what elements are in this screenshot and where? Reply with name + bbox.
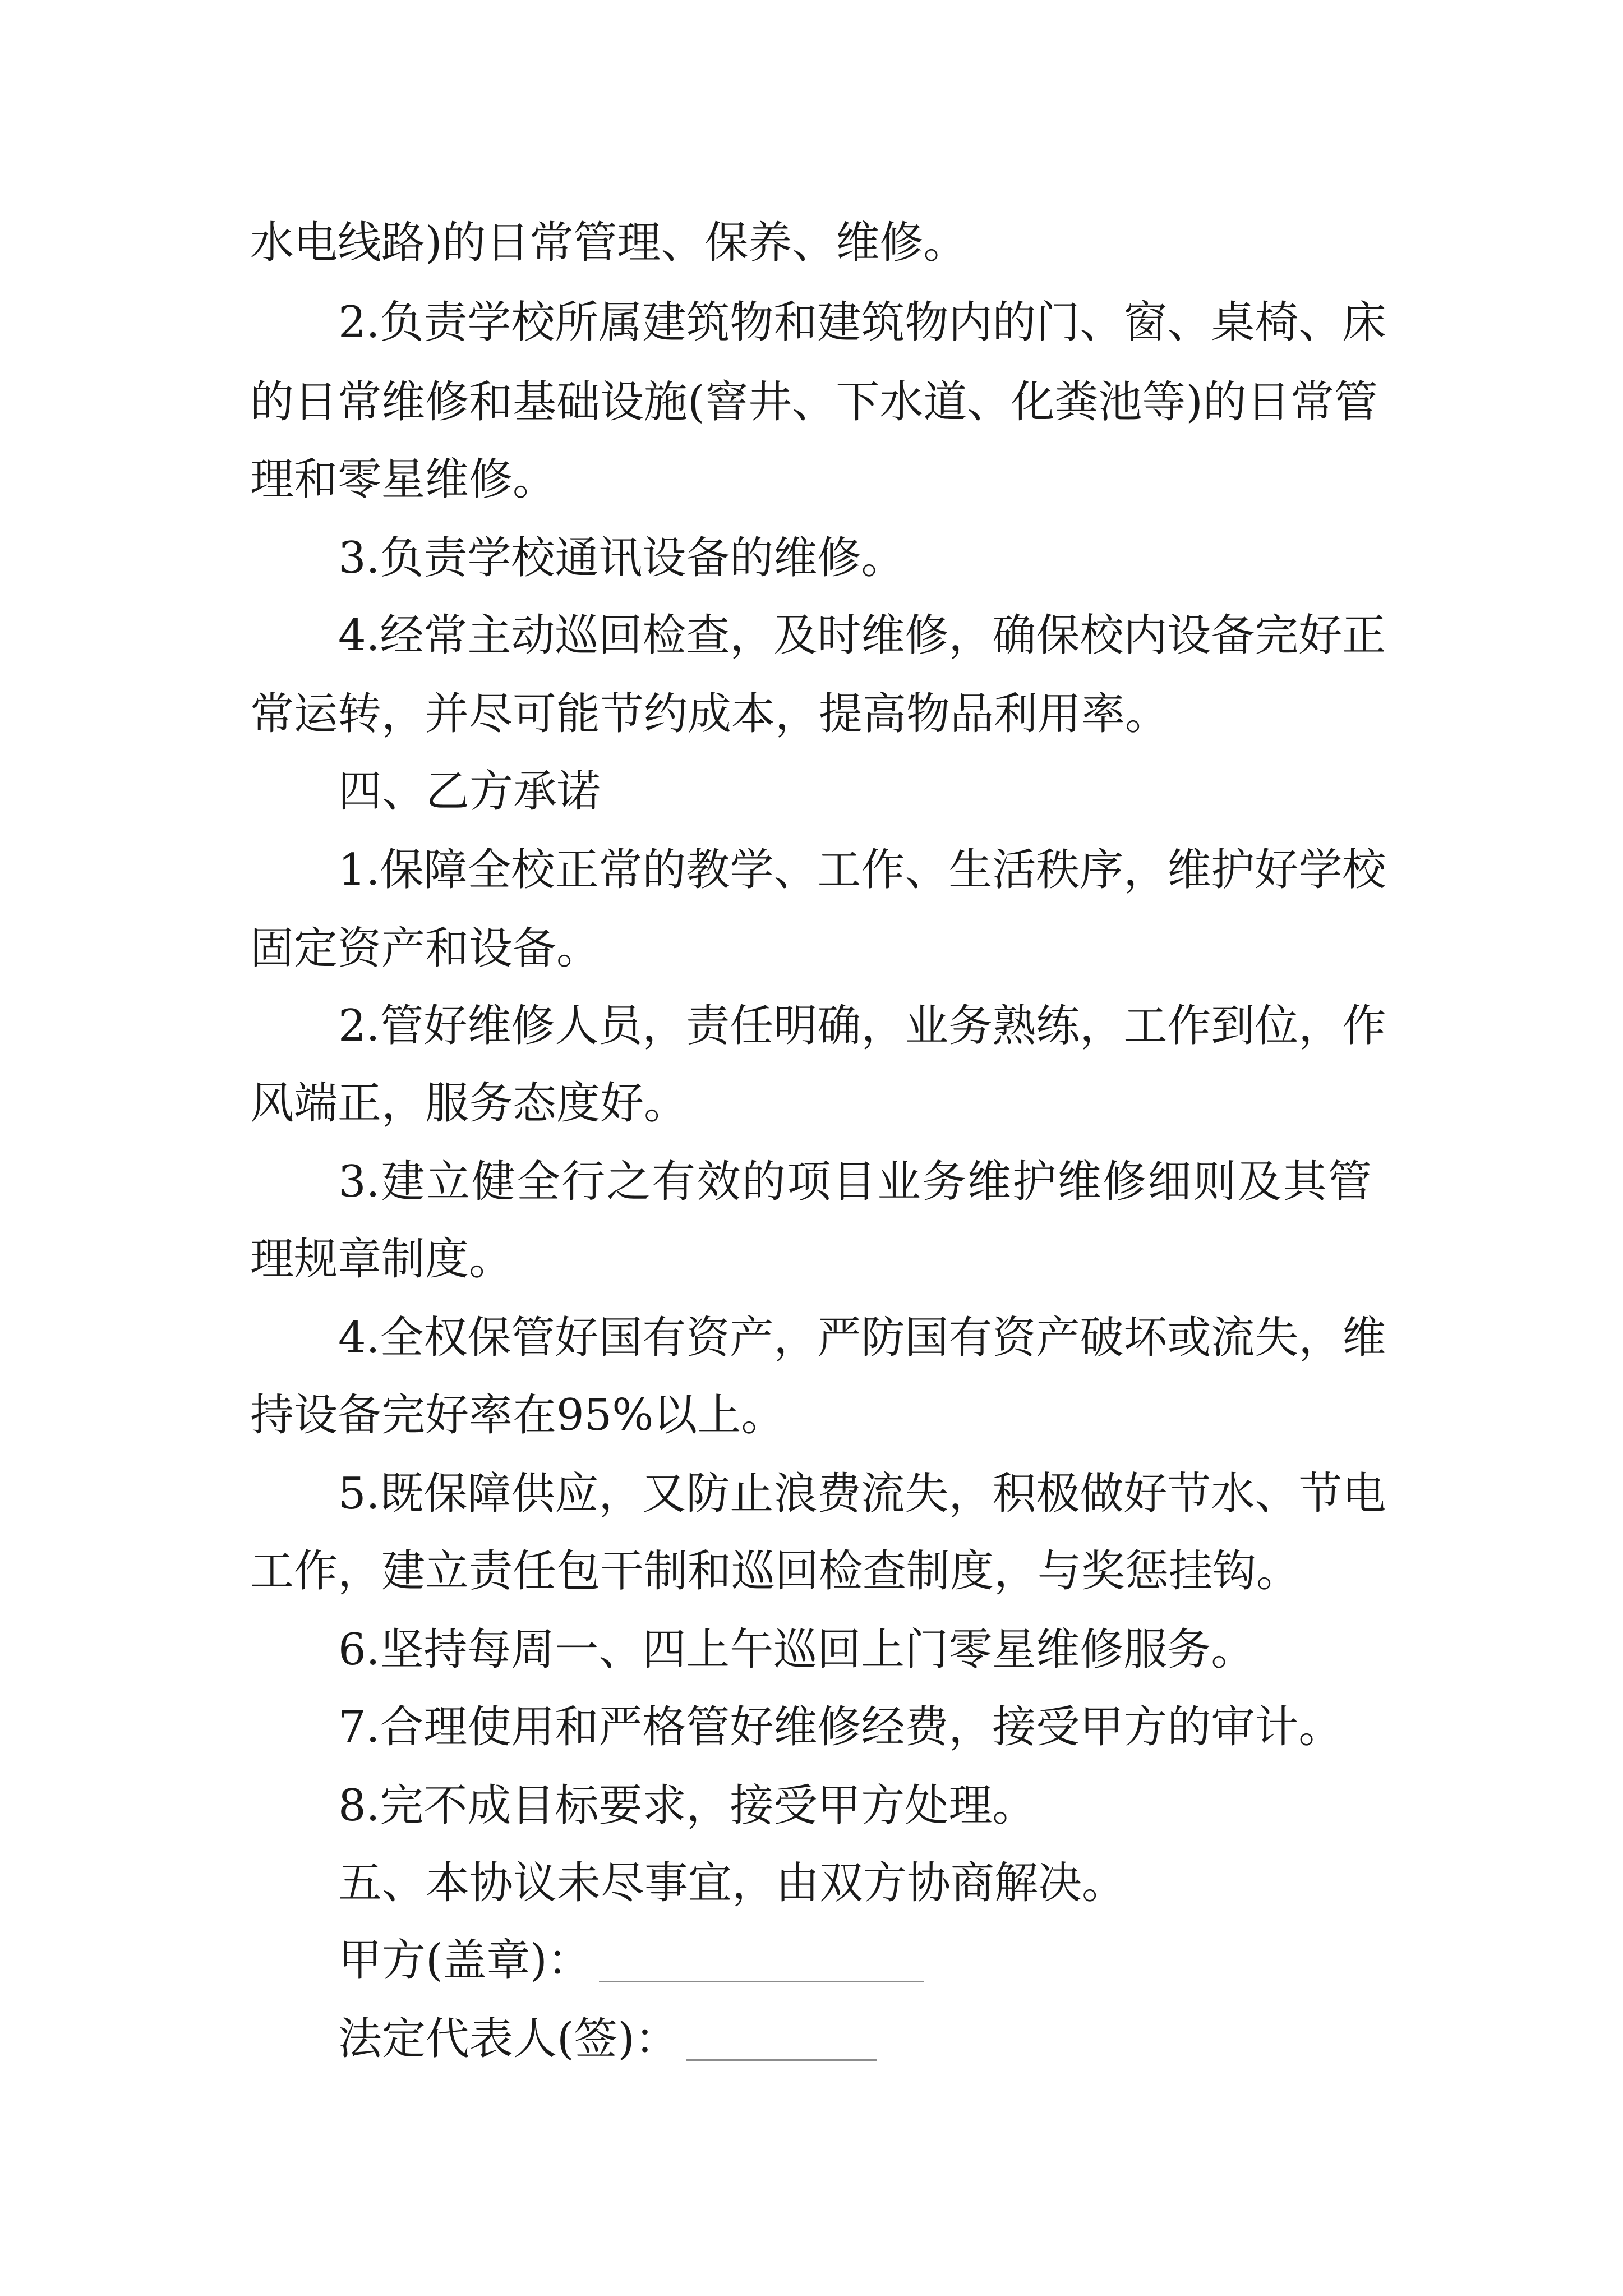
paragraph-line: 常运转，并尽可能节约成本，提高物品利用率。 bbox=[250, 689, 1169, 739]
section-heading: 五、本协议未尽事宜，由双方协商解决。 bbox=[338, 1858, 1126, 1908]
paragraph-line: 理规章制度。 bbox=[250, 1234, 513, 1285]
paragraph-line: 8.完不成目标要求，接受甲方处理。 bbox=[338, 1780, 1036, 1831]
paragraph-line: 4.经常主动巡回检查，及时维修，确保校内设备完好正 bbox=[338, 610, 1386, 661]
legal-rep-signature-row bbox=[338, 2008, 877, 2070]
paragraph-line: 2.管好维修人员，责任明确，业务熟练，工作到位，作 bbox=[338, 1001, 1386, 1051]
paragraph-line: 1.保障全校正常的教学、工作、生活秩序，维护好学校 bbox=[338, 845, 1386, 895]
paragraph-line: 的日常维修和基础设施(窨井、下水道、化粪池等)的日常管 bbox=[250, 377, 1378, 427]
paragraph-line: 固定资产和设备。 bbox=[250, 923, 601, 974]
paragraph-line: 持设备完好率在95%以上。 bbox=[250, 1390, 785, 1441]
paragraph-line: 理和零星维修。 bbox=[250, 454, 557, 505]
legal-rep-signature-blank[interactable] bbox=[686, 2020, 877, 2061]
paragraph-line: 3.建立健全行之有效的项目业务维护维修细则及其管 bbox=[338, 1157, 1372, 1207]
paragraph-line: 6.坚持每周一、四上午巡回上门零星维修服务。 bbox=[338, 1625, 1255, 1675]
legal-rep-label: 法定代表人(签)： bbox=[338, 2014, 679, 2064]
section-heading: 四、乙方承诺 bbox=[338, 766, 601, 817]
paragraph-line: 工作，建立责任包干制和巡回检查制度，与奖惩挂钩。 bbox=[250, 1546, 1301, 1596]
party-a-signature-row bbox=[338, 1930, 924, 1991]
paragraph-line: 5.既保障供应，又防止浪费流失，积极做好节水、节电 bbox=[338, 1469, 1386, 1519]
paragraph-line: 2.负责学校所属建筑物和建筑物内的门、窗、桌椅、床 bbox=[338, 297, 1386, 348]
paragraph-line: 7.合理使用和严格管好维修经费，接受甲方的审计。 bbox=[338, 1702, 1343, 1752]
paragraph-line: 4.全权保管好国有资产，严防国有资产破坏或流失，维 bbox=[338, 1313, 1386, 1363]
paragraph-line: 水电线路)的日常管理、保养、维修。 bbox=[250, 218, 967, 268]
paragraph-line: 3.负责学校通讯设备的维修。 bbox=[338, 533, 905, 583]
paragraph-line: 风端正，服务态度好。 bbox=[250, 1078, 688, 1129]
party-a-seal-blank[interactable] bbox=[599, 1941, 924, 1982]
party-a-label: 甲方(盖章)： bbox=[338, 1935, 591, 1986]
